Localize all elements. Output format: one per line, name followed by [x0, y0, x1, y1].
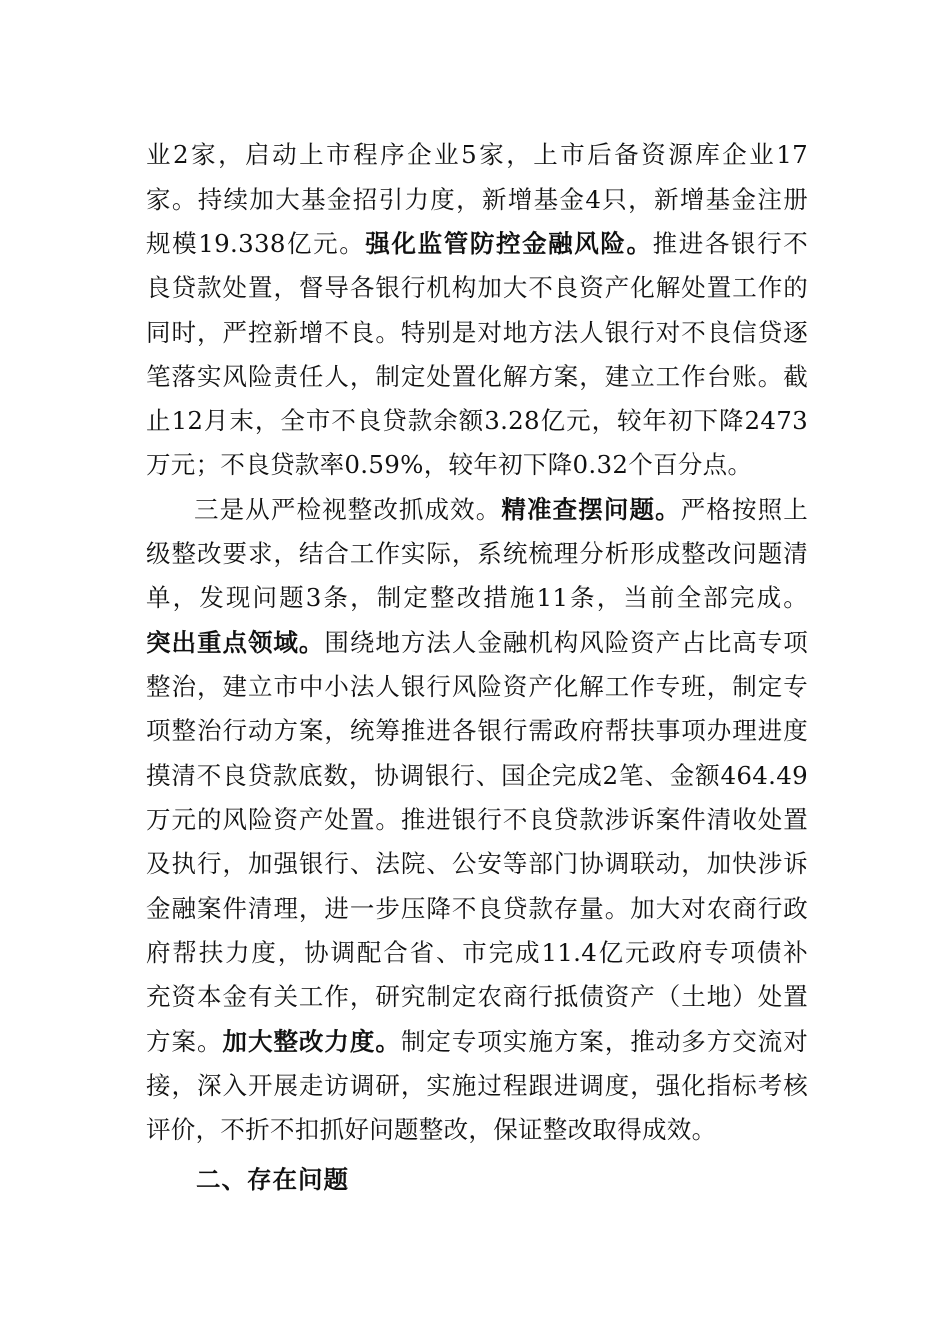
- text-run: 评价，不折不扣抓好问题整改，保证整改取得成效。: [146, 1115, 717, 1144]
- text-line-18: [146, 889, 808, 929]
- text-run: 接，深入开展走访调研，实施过程跟进调度，强化指标考核: [146, 1071, 808, 1100]
- text-line-13: [146, 667, 808, 707]
- text-line-14: [146, 711, 808, 751]
- text-line-7: [146, 401, 808, 441]
- bold-phrase: 突出重点领域。: [146, 628, 325, 657]
- text-run: 笔落实风险责任人，制定处置化解方案，建立工作台账。截: [146, 362, 808, 391]
- text-line-12: [146, 623, 808, 663]
- text-run: 充资本金有关工作，研究制定农商行抵债资产（土地）处置: [146, 982, 808, 1011]
- text-run: 项整治行动方案，统筹推进各银行需政府帮扶事项办理进度: [146, 716, 808, 745]
- text-run: 摸清不良贷款底数，协调银行、国企完成2笔、金额464.49: [146, 761, 808, 790]
- text-run: 万元的风险资产处置。推进银行不良贷款涉诉案件清收处置: [146, 805, 808, 834]
- text-line-3: [146, 224, 808, 264]
- text-line-22: [146, 1066, 808, 1106]
- text-line-16: [146, 800, 808, 840]
- text-line-19: [146, 933, 808, 973]
- text-run: 金融案件清理，进一步压降不良贷款存量。加大对农商行政: [146, 894, 808, 923]
- text-line-17: [146, 844, 808, 884]
- text-run: 业2家，启动上市程序企业5家，上市后备资源库企业17: [146, 140, 808, 169]
- text-run: 整治，建立市中小法人银行风险资产化解工作专班，制定专: [146, 672, 808, 701]
- text-run: 围绕地方法人金融机构风险资产占比高专项: [324, 628, 808, 657]
- text-line-2: [146, 180, 808, 220]
- text-line-15: [146, 756, 808, 796]
- bold-phrase: 加大整改力度。: [222, 1027, 401, 1056]
- text-line-11: [146, 578, 808, 618]
- text-run: 制定专项实施方案，推动多方交流对: [400, 1027, 808, 1056]
- text-run: 止12月末，全市不良贷款余额3.28亿元，较年初下降2473: [146, 406, 808, 435]
- text-run: 方案。: [146, 1027, 223, 1056]
- text-run: 同时，严控新增不良。特别是对地方法人银行对不良信贷逐: [146, 318, 808, 347]
- text-run: 三是从严检视整改抓成效。: [194, 495, 502, 524]
- text-line-6: [146, 357, 808, 397]
- text-run: 单，发现问题3条，制定整改措施11条，当前全部完成。: [146, 583, 808, 612]
- text-run: 及执行，加强银行、法院、公安等部门协调联动，加快涉诉: [146, 849, 808, 878]
- bold-phrase: 强化监管防控金融风险。: [365, 229, 653, 258]
- text-run: 推进各银行不: [652, 229, 808, 258]
- text-line-1: [146, 135, 808, 175]
- text-line-21: [146, 1022, 808, 1062]
- text-run: 府帮扶力度，协调配合省、市完成11.4亿元政府专项债补: [146, 938, 808, 967]
- bold-phrase: 精准查摆问题。: [501, 495, 681, 524]
- text-run: 级整改要求，结合工作实际，系统梳理分析形成整改问题清: [146, 539, 808, 568]
- text-line-20: [146, 977, 808, 1017]
- text-line-23: [146, 1110, 808, 1150]
- text-run: 家。持续加大基金招引力度，新增基金4只，新增基金注册: [146, 185, 808, 214]
- text-line-9: [194, 490, 808, 530]
- text-run: 严格按照上: [680, 495, 809, 524]
- text-line-4: [146, 268, 808, 308]
- text-run: 万元；不良贷款率0.59%，较年初下降0.32个百分点。: [146, 450, 753, 479]
- text-line-10: [146, 534, 808, 574]
- text-line-5: [146, 313, 808, 353]
- section-heading: 二、存在问题: [196, 1165, 349, 1194]
- text-run: 良贷款处置，督导各银行机构加大不良资产化解处置工作的: [146, 273, 808, 302]
- text-run: 规模19.338亿元。: [146, 229, 366, 258]
- text-line-8: [146, 445, 808, 485]
